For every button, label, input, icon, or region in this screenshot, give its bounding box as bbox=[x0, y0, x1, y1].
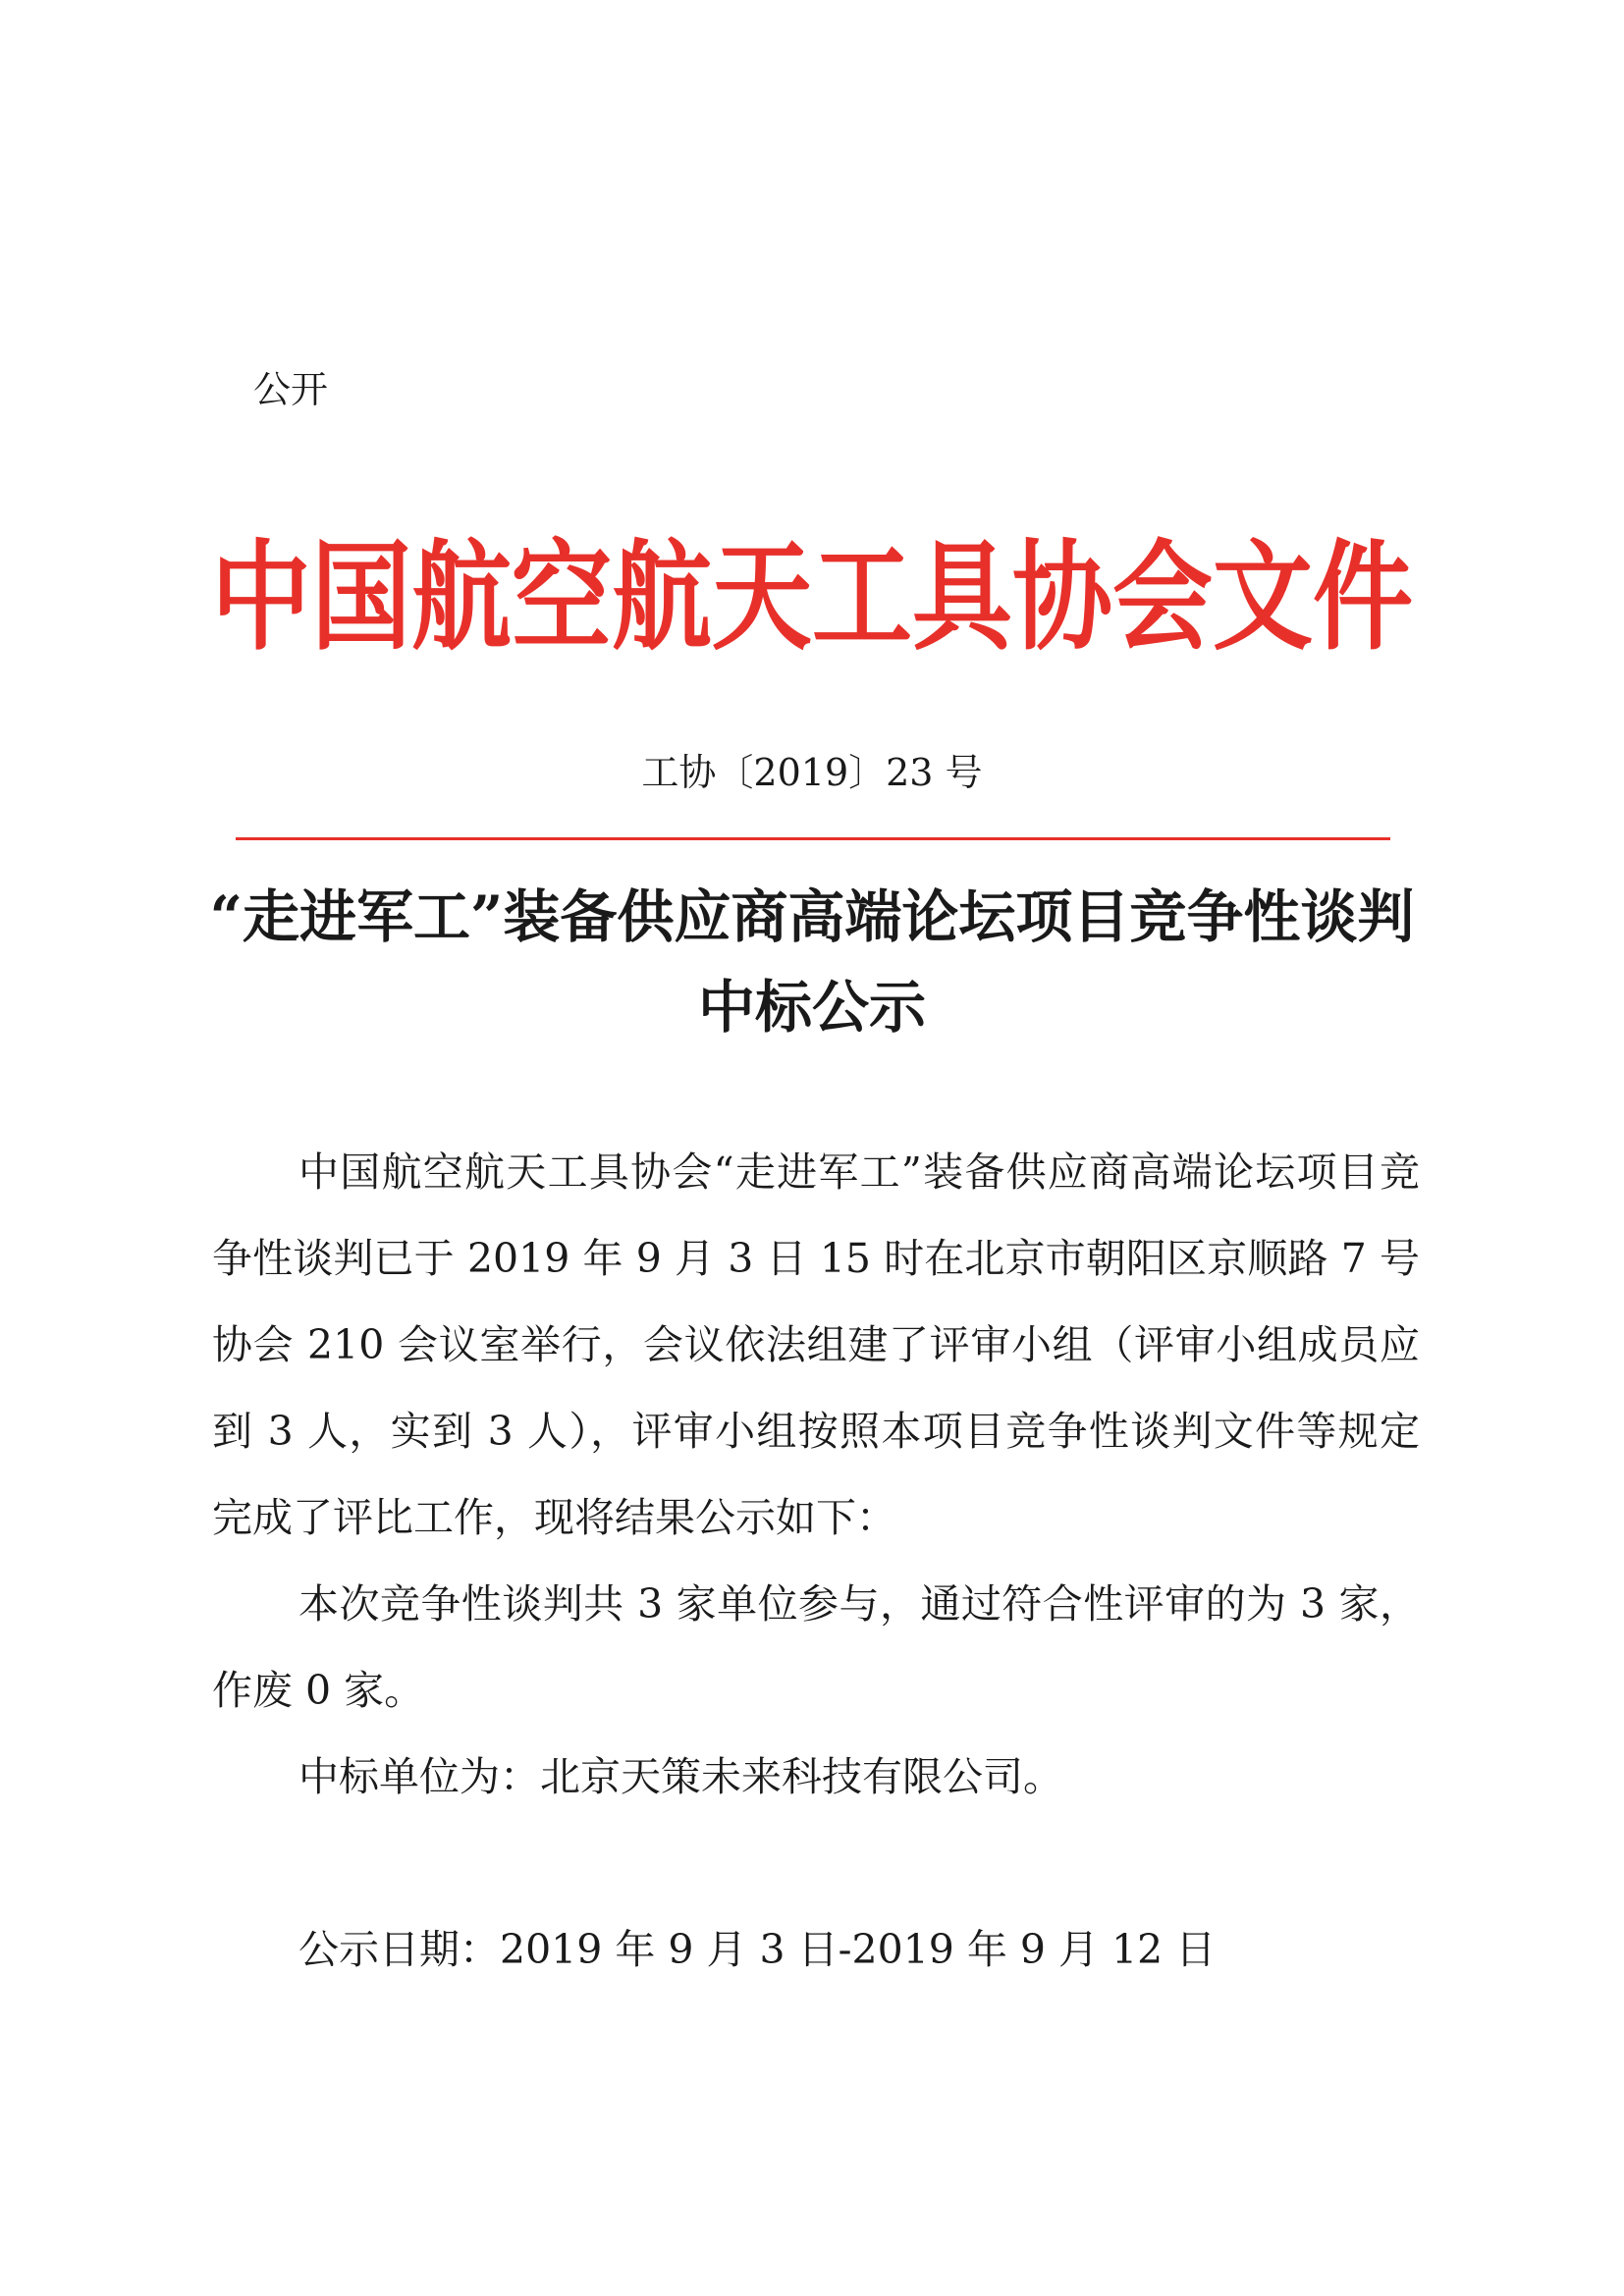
document-body bbox=[212, 1129, 1420, 1993]
red-divider-line bbox=[236, 837, 1390, 840]
publicity-date: 公示日期：2019 年 9 月 3 日-2019 年 9 月 12 日 bbox=[298, 1926, 1217, 1973]
body-paragraph-participants: 本次竞争性谈判共 3 家单位参与，通过符合性评审的为 3 家，作废 0 家。 bbox=[212, 1580, 1420, 1714]
document-number: 工协〔2019〕23 号 bbox=[641, 751, 983, 794]
body-paragraph-winner: 中标单位为：北京天策未来科技有限公司。 bbox=[298, 1753, 1063, 1800]
classification-label: 公开 bbox=[253, 368, 329, 411]
document-title: “走进军工”装备供应商高端论坛项目竞争性谈判中标公示 bbox=[209, 883, 1415, 1041]
organization-header: 中国航空航天工具协会文件 bbox=[211, 529, 1413, 667]
body-paragraph-intro: 中国航空航天工具协会“走进军工”装备供应商高端论坛项目竞争性谈判已于 2019 年 9 月 3 日 15 时在北京市朝阳区京顺路 7 号协会 210 会议室举行，会议依法组建了评审小组（评审小组成员应到 3 人，实到 3 人），评审小组按照本项目竞争性谈判文件等规定完成了评比工作，现将结果公示如下： bbox=[212, 1148, 1420, 1541]
